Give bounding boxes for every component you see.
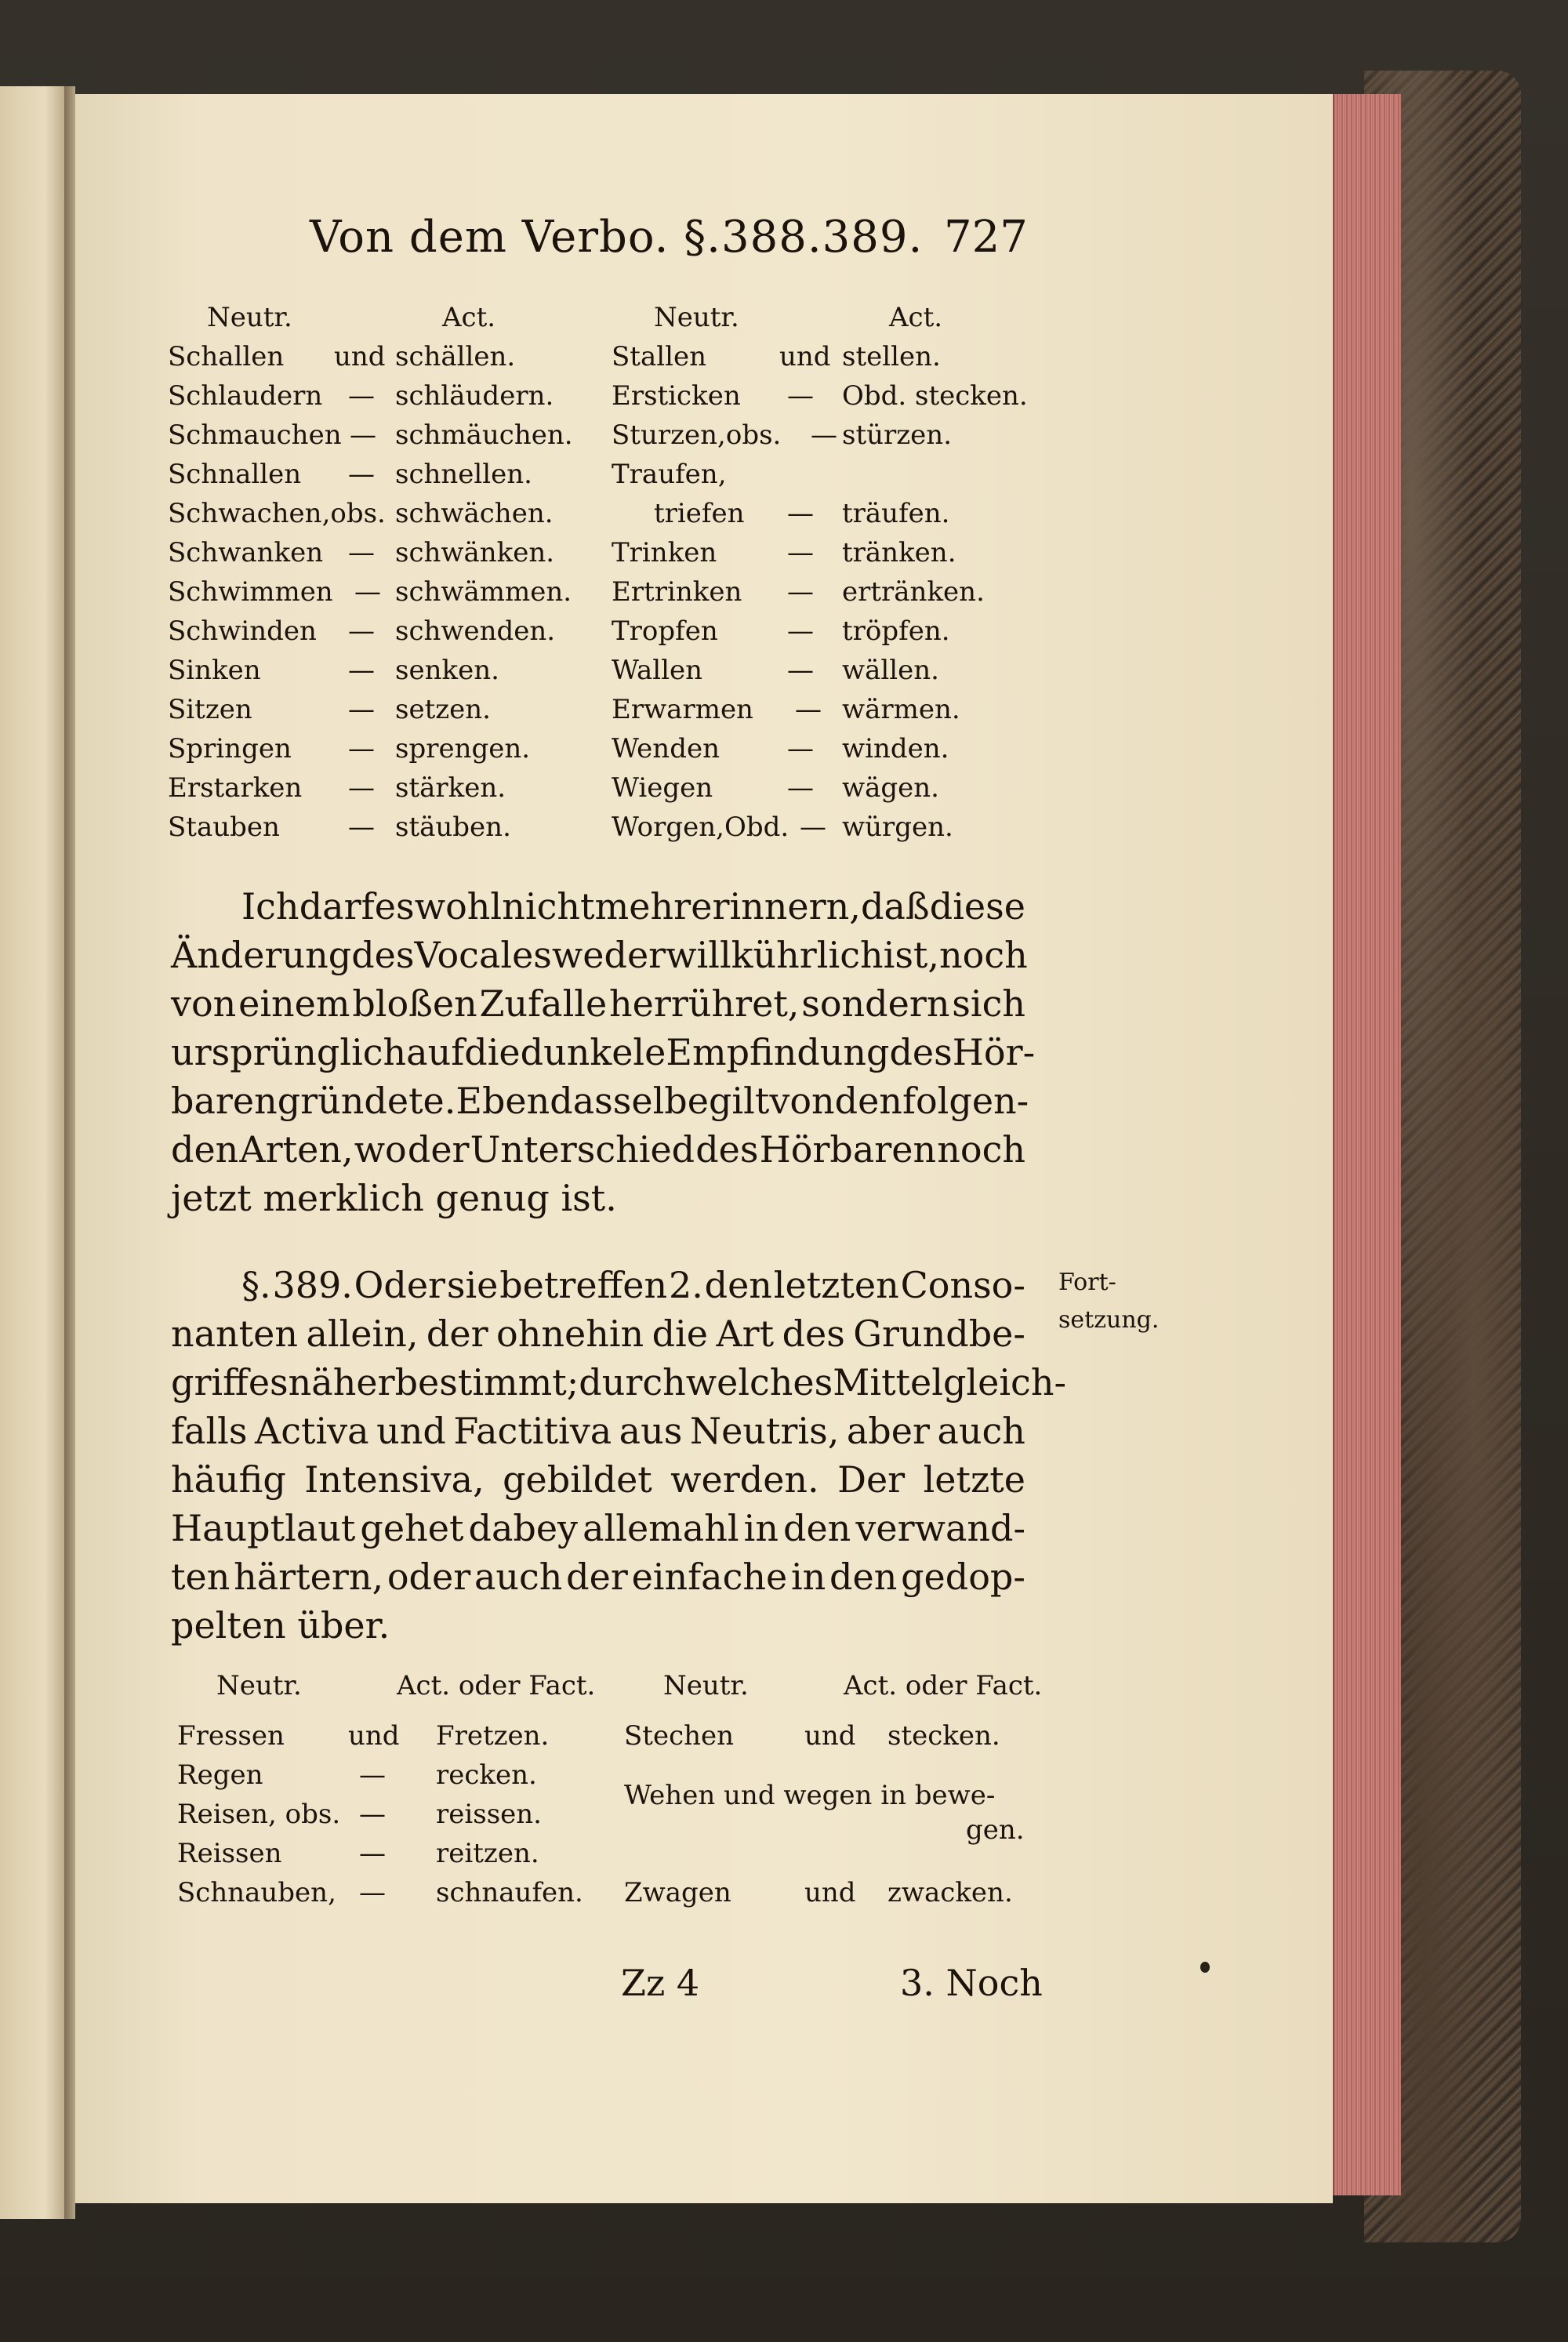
cell: reissen. xyxy=(436,1799,542,1830)
cell: wärmen. xyxy=(842,694,960,725)
cell: — xyxy=(354,576,381,608)
cell: schwänken. xyxy=(395,537,555,568)
facing-page-edge xyxy=(0,86,64,2219)
cell: — xyxy=(348,459,375,490)
cell: — xyxy=(348,694,375,725)
cell: Obd. stecken. xyxy=(842,380,1028,412)
cell: — xyxy=(795,694,822,725)
cell: stellen. xyxy=(842,341,941,372)
cell: — xyxy=(811,419,837,451)
cell: — xyxy=(787,537,814,568)
cell: schwämmen. xyxy=(395,576,572,608)
cell: schläudern. xyxy=(395,380,554,412)
cell: schnaufen. xyxy=(436,1877,583,1908)
cell: — xyxy=(350,419,376,451)
cell: stürzen. xyxy=(842,419,953,451)
marginal-note-line: Fort- xyxy=(1058,1269,1116,1296)
cell: Schwanken xyxy=(168,537,324,568)
cell: Sinken xyxy=(168,655,261,686)
cell: — xyxy=(348,812,375,843)
cell: schnellen. xyxy=(395,459,532,490)
cell: Wenden xyxy=(612,733,720,764)
page-footer xyxy=(0,1962,1568,2017)
cell: stecken. xyxy=(887,1720,1000,1752)
cell: tröpfen. xyxy=(842,615,950,647)
text-line: falls Activa und Factitiva aus Neutris, aber auch xyxy=(171,1410,1025,1452)
cell: zwacken. xyxy=(887,1877,1013,1908)
cell: winden. xyxy=(842,733,949,764)
cell: schwächen. xyxy=(395,498,554,529)
cell: recken. xyxy=(436,1759,537,1791)
page-number: 727 xyxy=(944,212,1028,263)
cell: würgen. xyxy=(842,812,953,843)
paragraph-1 xyxy=(171,882,1036,1222)
cell: Fretzen. xyxy=(436,1720,550,1752)
cell: stäuben. xyxy=(395,812,511,843)
cell: — xyxy=(359,1759,386,1791)
cell: — xyxy=(348,733,375,764)
text-line: §. 389. Oder sie betreffen 2. den letzten Conso- xyxy=(241,1264,1025,1306)
cell: und xyxy=(804,1720,856,1752)
text-line: griffes näher bestimmt; durch welches Mittel gleich- xyxy=(171,1361,1066,1403)
cell: Schmauchen xyxy=(168,419,342,451)
cell: Reissen xyxy=(177,1838,282,1869)
cell: Erstarken xyxy=(168,772,303,804)
ink-spot xyxy=(1200,1962,1210,1973)
cell: — xyxy=(787,380,814,412)
text-line: häufig Intensiva, gebildet werden. Der letzte xyxy=(171,1458,1025,1501)
cell: Sturzen,obs. xyxy=(612,419,782,451)
cell: Traufen, xyxy=(612,459,727,490)
cell: und xyxy=(804,1877,856,1908)
text-line: nanten allein, der ohnehin die Art des Grundbe- xyxy=(171,1313,1025,1355)
column-header: Act. oder Fact. xyxy=(397,1670,596,1701)
cell: — xyxy=(787,655,814,686)
cell: Reisen, obs. xyxy=(177,1799,341,1830)
cell: — xyxy=(348,380,375,412)
cell: triefen xyxy=(654,498,745,529)
marginal-note-line: setzung. xyxy=(1058,1306,1160,1334)
marginal-note xyxy=(1058,1264,1159,1339)
cell: senken. xyxy=(395,655,499,686)
cell: Schwimmen xyxy=(168,576,333,608)
cell: träufen. xyxy=(842,498,950,529)
cell: Zwagen xyxy=(624,1877,731,1908)
text-line: jetzt merklich genug ist. xyxy=(171,1177,617,1219)
cell: — xyxy=(348,655,375,686)
column-header: Act. oder Fact. xyxy=(844,1670,1043,1701)
cell: Sitzen xyxy=(168,694,252,725)
cell: gen. xyxy=(966,1814,1025,1846)
text-line: Hauptlaut gehet dabey allemahl in den verwand- xyxy=(171,1507,1025,1549)
cell: Regen xyxy=(177,1759,263,1791)
cell: — xyxy=(787,772,814,804)
cell: schwenden. xyxy=(395,615,556,647)
cell: — xyxy=(787,576,814,608)
catchword: 3. Noch xyxy=(900,1962,1043,2004)
cell: Tropfen xyxy=(612,615,718,647)
column-header: Neutr. xyxy=(207,302,292,333)
cell: — xyxy=(787,615,814,647)
cell: Schwachen,obs. xyxy=(168,498,386,529)
cell: Ersticken xyxy=(612,380,741,412)
cell: Schwinden xyxy=(168,615,317,647)
cell: — xyxy=(359,1877,386,1908)
cell: und xyxy=(334,341,386,372)
cell: Wiegen xyxy=(612,772,713,804)
cell: wägen. xyxy=(842,772,939,804)
cell: — xyxy=(787,733,814,764)
cell: — xyxy=(359,1799,386,1830)
column-header: Neutr. xyxy=(216,1670,302,1701)
text-line: baren gründete. Eben dasselbe gilt von den folgen- xyxy=(171,1080,1029,1122)
cell: schmäuchen. xyxy=(395,419,573,451)
text-line: ten härtern, oder auch der einfache in den gedop- xyxy=(171,1556,1025,1598)
cell: Wehen und wegen in bewe- xyxy=(624,1780,996,1811)
cell: Wallen xyxy=(612,655,703,686)
cell: Schallen xyxy=(168,341,285,372)
cell: Stechen xyxy=(624,1720,735,1752)
cell: wällen. xyxy=(842,655,939,686)
cell: Stauben xyxy=(168,812,280,843)
cell: — xyxy=(348,772,375,804)
cell: Schlaudern xyxy=(168,380,323,412)
column-header: Neutr. xyxy=(654,302,739,333)
column-header: Neutr. xyxy=(663,1670,749,1701)
paragraph-2-section-389 xyxy=(171,1261,1066,1650)
running-title: Von dem Verbo. §.388.389. xyxy=(310,212,924,263)
text-line: von einem bloßen Zufalle herrühret, sondern sich xyxy=(171,982,1025,1025)
cell: — xyxy=(359,1838,386,1869)
text-line: pelten über. xyxy=(171,1604,390,1647)
cell: stärken. xyxy=(395,772,506,804)
column-header: Act. xyxy=(889,302,943,333)
cell: — xyxy=(800,812,826,843)
signature-mark: Zz 4 xyxy=(621,1962,700,2004)
text-line: Änderung des Vocales weder willkührlich ist, noch xyxy=(171,934,1028,976)
cell: und xyxy=(779,341,831,372)
cell: setzen. xyxy=(395,694,491,725)
cell: tränken. xyxy=(842,537,956,568)
cell: — xyxy=(348,537,375,568)
text-line: den Arten, wo der Unterschied des Hörbaren noch xyxy=(171,1128,1025,1171)
cell: Schnallen xyxy=(168,459,302,490)
cell: Erwarmen xyxy=(612,694,753,725)
cell: Ertrinken xyxy=(612,576,742,608)
cell: ertränken. xyxy=(842,576,985,608)
cell: sprengen. xyxy=(395,733,531,764)
cell: Schnauben, xyxy=(177,1877,336,1908)
red-page-edges xyxy=(1333,94,1401,2195)
running-header xyxy=(0,212,1568,274)
book-gutter xyxy=(64,86,75,2219)
column-header: Act. xyxy=(442,302,496,333)
cell: Trinken xyxy=(612,537,717,568)
text-line: ursprünglich auf die dunkele Empfindung des Hör- xyxy=(171,1031,1036,1073)
cell: Fressen xyxy=(177,1720,285,1752)
cell: Springen xyxy=(168,733,292,764)
cell: und xyxy=(348,1720,400,1752)
cell: reitzen. xyxy=(436,1838,539,1869)
cell: Worgen,Obd. xyxy=(612,812,789,843)
cell: schällen. xyxy=(395,341,516,372)
cell: — xyxy=(787,498,814,529)
cell: — xyxy=(348,615,375,647)
cell: Stallen xyxy=(612,341,706,372)
text-line: Ich darf es wohl nicht mehr erinnern, daß diese xyxy=(241,885,1025,928)
